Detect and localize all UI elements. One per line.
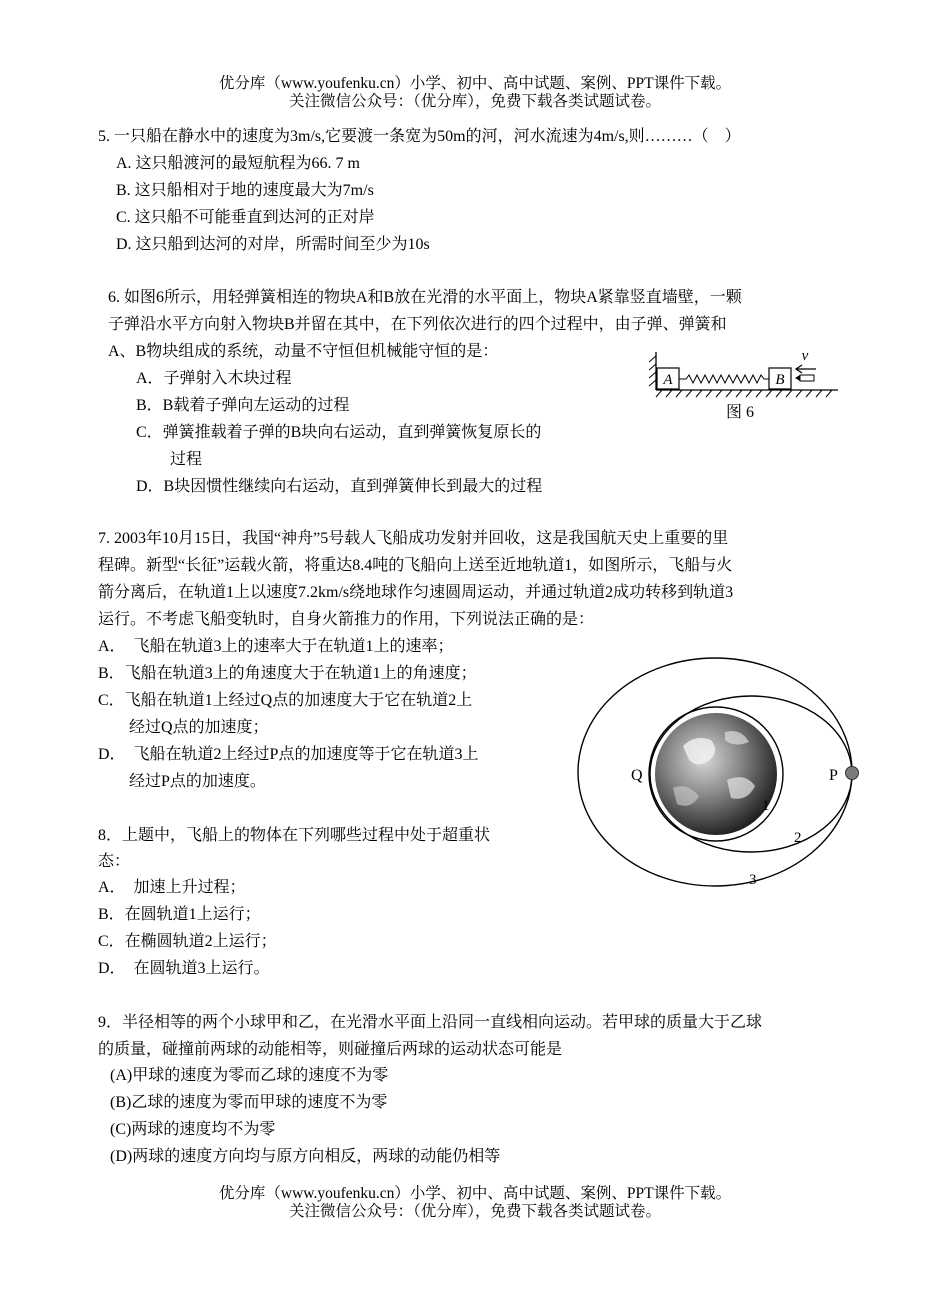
q7-stem-line-3: 箭分离后，在轨道1上以速度7.2km/s绕地球作匀速圆周运动，并通过轨道2成功转移到轨道3 xyxy=(98,584,734,601)
floor xyxy=(656,390,838,397)
q6-stem-line-1: 6. 如图6所示，用轻弹簧相连的物块A和B放在光滑的水平面上，物块A紧靠竖直墙壁，一颗 xyxy=(108,289,742,306)
q5-option-b: B. 这只船相对于地的速度最大为7m/s xyxy=(116,182,374,199)
footer-line-2: 关注微信公众号：（优分库），免费下载各类试题试卷。 xyxy=(288,1203,661,1220)
q9-option-c: (C)两球的速度均不为零 xyxy=(110,1121,276,1138)
q5-stem: 5. 一只船在静水中的速度为3m/s,它要渡一条宽为50m的河，河水流速为4m/s,则………（ ） xyxy=(98,128,741,145)
q7-option-c: C．飞船在轨道1上经过Q点的加速度大于它在轨道2上 xyxy=(98,692,473,709)
earth-icon xyxy=(655,713,777,835)
q9-option-b: (B)乙球的速度为零而甲球的速度不为零 xyxy=(110,1094,388,1111)
block-a-label: A xyxy=(663,372,673,388)
q8-option-a: A． 加速上升过程； xyxy=(98,879,246,896)
q9-option-a: (A)甲球的速度为零而乙球的速度不为零 xyxy=(110,1067,389,1084)
q7-option-b: B．飞船在轨道3上的角速度大于在轨道1上的角速度； xyxy=(98,665,477,682)
q6-option-c-cont: 过程 xyxy=(170,451,203,468)
label-p: P xyxy=(829,767,838,784)
q5-option-c: C. 这只船不可能垂直到达河的正对岸 xyxy=(116,209,375,226)
label-q: Q xyxy=(631,767,643,784)
q6-stem-line-3: A、B物块组成的系统，动量不守恒但机械能守恒的是： xyxy=(108,343,499,360)
q6-option-a: A．子弹射入木块过程 xyxy=(136,370,292,387)
q9-stem-line-1: 9．半径相等的两个小球甲和乙，在光滑水平面上沿同一直线相向运动。若甲球的质量大于乙球 xyxy=(98,1014,763,1031)
q8-stem-line-2: 态： xyxy=(98,853,131,870)
q7-option-d: D． 飞船在轨道2上经过P点的加速度等于它在轨道3上 xyxy=(98,746,479,763)
q6-stem-line-2: 子弹沿水平方向射入物块B并留在其中，在下列依次进行的四个过程中，由子弹、弹簧和 xyxy=(108,316,727,333)
footer-line-1: 优分库（www.youfenku.cn）小学、初中、高中试题、案例、PPT课件下载。 xyxy=(218,1185,732,1202)
q5-option-a: A. 这只船渡河的最短航程为66. 7 m xyxy=(116,155,361,172)
velocity-label: v xyxy=(801,348,809,364)
bullet-icon xyxy=(795,375,814,381)
q6-option-c: C．弹簧推载着子弹的B块向右运动，直到弹簧恢复原长的 xyxy=(136,424,542,441)
q7-option-d-cont: 经过P点的加速度。 xyxy=(129,773,266,790)
figure-6-caption: 图 6 xyxy=(725,404,755,421)
q7-stem-line-4: 运行。不考虑飞船变轨时，自身火箭推力的作用，下列说法正确的是： xyxy=(98,611,595,628)
q8-stem-line-1: 8．上题中，飞船上的物体在下列哪些过程中处于超重状 xyxy=(98,827,491,844)
orbit-diagram xyxy=(575,648,865,893)
figure-6-diagram xyxy=(640,344,845,424)
label-orbit-2: 2 xyxy=(794,830,802,846)
velocity-arrow-icon xyxy=(796,365,816,373)
q8-option-c: C．在椭圆轨道2上运行； xyxy=(98,933,277,950)
q8-option-b: B．在圆轨道1上运行； xyxy=(98,906,261,923)
wall xyxy=(649,352,656,390)
q9-option-d: (D)两球的速度方向均与原方向相反，两球的动能仍相等 xyxy=(110,1148,501,1165)
spacecraft-point-p xyxy=(846,767,859,780)
q7-option-a: A． 飞船在轨道3上的速率大于在轨道1上的速率； xyxy=(98,638,454,655)
q6-option-d: D．B块因惯性继续向右运动，直到弹簧伸长到最大的过程 xyxy=(136,478,543,495)
q6-option-b: B．B载着子弹向左运动的过程 xyxy=(136,397,350,414)
q8-option-d: D． 在圆轨道3上运行。 xyxy=(98,960,270,977)
q7-stem-line-2: 程碑。新型“长征”运载火箭，将重达8.4吨的飞船向上送至近地轨道1，如图所示，飞船与火 xyxy=(98,557,733,574)
label-orbit-3: 3 xyxy=(749,872,757,888)
q7-stem-line-1: 7. 2003年10月15日，我国“神舟”5号载人飞船成功发射并回收，这是我国航天史上重要的里 xyxy=(98,530,729,547)
spring xyxy=(679,375,769,383)
block-b-label: B xyxy=(775,372,785,388)
label-orbit-1: 1 xyxy=(762,798,770,814)
header-line-1: 优分库（www.youfenku.cn）小学、初中、高中试题、案例、PPT课件下载。 xyxy=(218,75,732,92)
q7-option-c-cont: 经过Q点的加速度； xyxy=(129,719,269,736)
q9-stem-line-2: 的质量，碰撞前两球的动能相等，则碰撞后两球的运动状态可能是 xyxy=(98,1041,563,1058)
q5-option-d: D. 这只船到达河的对岸，所需时间至少为10s xyxy=(116,236,430,253)
header-line-2: 关注微信公众号：（优分库），免费下载各类试题试卷。 xyxy=(288,93,661,110)
